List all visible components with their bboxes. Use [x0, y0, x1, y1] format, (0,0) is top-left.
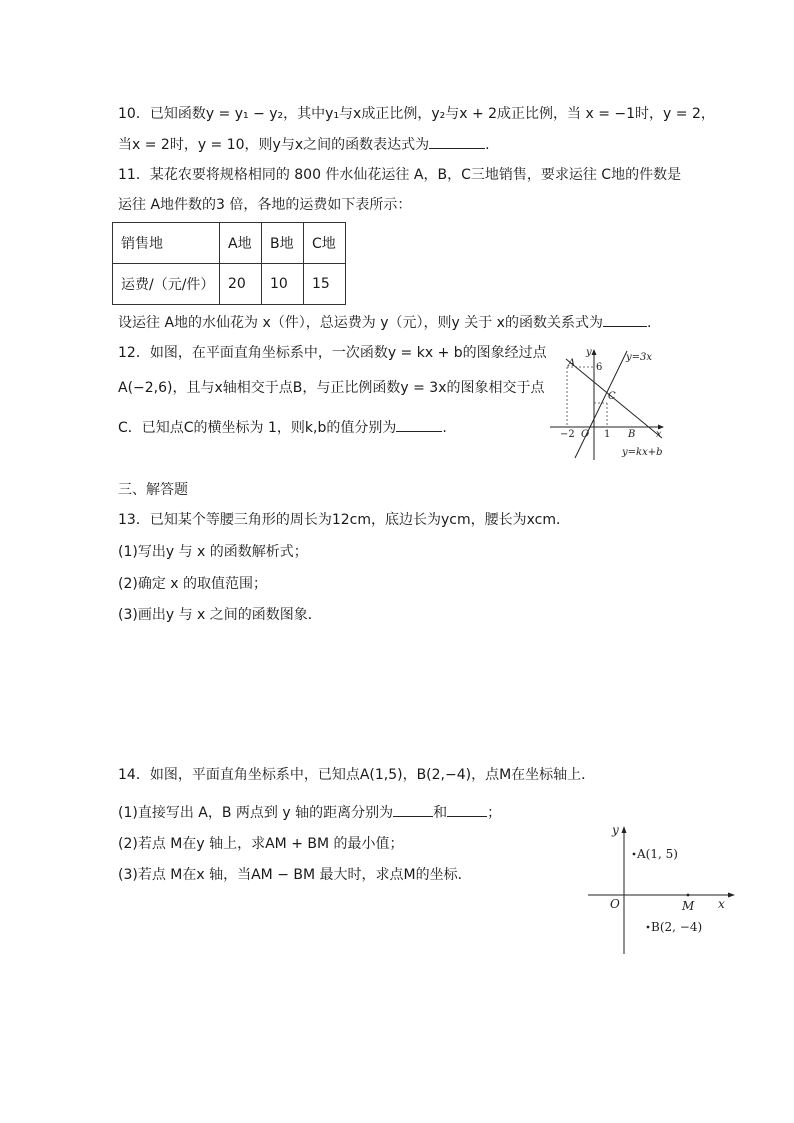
q12-text-3: C．已知点C的横坐标为 1，则k,b的值分别为: [118, 420, 397, 436]
q10-line-2: [118, 134, 490, 155]
q13-text-1: 13．已知某个等腰三角形的周长为12cm，底边长为ycm，腰长为xcm．: [118, 512, 570, 528]
answer-blank[interactable]: [603, 312, 647, 327]
q10-end: .: [485, 137, 490, 153]
q14-part-1-mid: 和: [433, 805, 448, 821]
point-b-label: B(2, −4): [651, 920, 703, 934]
q10-text-1: 10．已知函数y = y₁ − y₂，其中y₁与x成正比例，y₂与x + 2成正比例，当 x = −1时，y = 2，: [118, 106, 715, 122]
table-cell: 销售地: [113, 223, 220, 264]
label-y-3x: y=3x: [626, 352, 653, 363]
q13-part-3-text: (3)画出y 与 x 之间的函数图象．: [118, 607, 322, 623]
q11-end: .: [646, 315, 652, 331]
tick-6-label: 6: [596, 362, 603, 373]
y-axis-label: y: [612, 823, 619, 837]
answer-blank[interactable]: [393, 802, 433, 817]
x-axis-label: x: [718, 897, 725, 911]
q13-part-1-text: (1)写出y 与 x 的函数解析式；: [118, 544, 308, 560]
q14-text-1: 14．如图，平面直角坐标系中，已知点A(1,5)，B(2,−4)，点M在坐标轴上．: [118, 767, 596, 783]
q13-line-1: [118, 510, 570, 530]
y-axis-label: y: [586, 347, 592, 358]
q11-line-2: [118, 195, 411, 215]
freight-table: [112, 222, 346, 305]
table-cell: A地: [220, 223, 262, 264]
point-b-label: B: [628, 429, 636, 440]
q14-part-3-text: (3)若点 M在x 轴，当AM − BM 最大时，求点M的坐标．: [118, 867, 472, 883]
x-axis-label: x: [656, 429, 662, 440]
table-header-row: [113, 223, 346, 264]
q11-text-3: 设运往 A地的水仙花为 x（件），总运费为 y（元），则y 关于 x的函数关系式为: [118, 315, 603, 331]
q14-part-1-text: (1)直接写出 A，B 两点到 y 轴的距离分别为: [118, 805, 394, 821]
answer-blank[interactable]: [447, 802, 487, 817]
q12-figure: [550, 345, 675, 465]
point-m: [687, 894, 690, 897]
origin-label: O: [610, 897, 620, 911]
q14-part-3: [118, 865, 472, 885]
table-cell: 15: [304, 264, 346, 305]
tick-1-label: 1: [604, 429, 611, 440]
answer-blank[interactable]: [429, 134, 485, 149]
section-title: [118, 480, 188, 500]
q10-text-2: 当x = 2时，y = 10，则y与x之间的函数表达式为: [118, 137, 430, 153]
y-axis-arrow-icon: [592, 349, 597, 355]
tick-neg2-label: −2: [560, 429, 575, 440]
point-b: [647, 926, 650, 929]
q13-part-1: [118, 542, 308, 562]
table-cell: B地: [262, 223, 304, 264]
table-cell: 10: [262, 264, 304, 305]
q13-part-2: [118, 574, 267, 594]
point-m-label: M: [682, 899, 695, 913]
q12-text-2: A(−2,6)，且与x轴相交于点B，与正比例函数y = 3x的图象相交于点: [118, 380, 545, 396]
q14-part-1-end: ；: [487, 805, 502, 821]
x-axis-arrow-icon: [728, 893, 735, 898]
q11-line-3: [118, 312, 651, 333]
q13-part-3: [118, 605, 322, 625]
answer-blank[interactable]: [396, 417, 442, 432]
label-y-kx-b: y=kx+b: [622, 447, 663, 458]
q12-end: .: [442, 420, 447, 436]
q10-line-1: [118, 104, 715, 124]
q11-text-2: 运往 A地件数的3 倍，各地的运费如下表所示：: [118, 197, 412, 213]
q13-part-2-text: (2)确定 x 的取值范围；: [118, 576, 268, 592]
q14-part-1: [118, 802, 501, 823]
section-title-text: 三、解答题: [118, 482, 188, 498]
point-c-label: C: [608, 391, 616, 402]
q11-text-1: 11．某花农要将规格相同的 800 件水仙花运往 A，B，C三地销售，要求运往 C地的件数是: [118, 167, 682, 183]
table-cell: C地: [304, 223, 346, 264]
q12-text-1: 12．如图，在平面直角坐标系中，一次函数y = kx + b的图象经过点: [118, 345, 547, 361]
point-a-label: A: [568, 358, 576, 369]
q14-part-2: [118, 834, 404, 854]
table-row: [113, 264, 346, 305]
table-cell: 运费/（元/件）: [113, 264, 220, 305]
q14-part-2-text: (2)若点 M在y 轴上，求AM + BM 的最小值；: [118, 836, 404, 852]
q11-line-1: [118, 165, 681, 185]
origin-label: O: [581, 429, 590, 440]
q12-line-2: [118, 378, 545, 398]
point-a-label: A(1, 5): [637, 847, 678, 861]
y-axis-arrow-icon: [622, 826, 627, 833]
point-a: [633, 853, 636, 856]
table-cell: 20: [220, 264, 262, 305]
q12-line-3: [118, 417, 447, 438]
q14-figure: [580, 818, 740, 958]
q14-line-1: [118, 765, 595, 785]
q12-line-1: [118, 343, 547, 363]
